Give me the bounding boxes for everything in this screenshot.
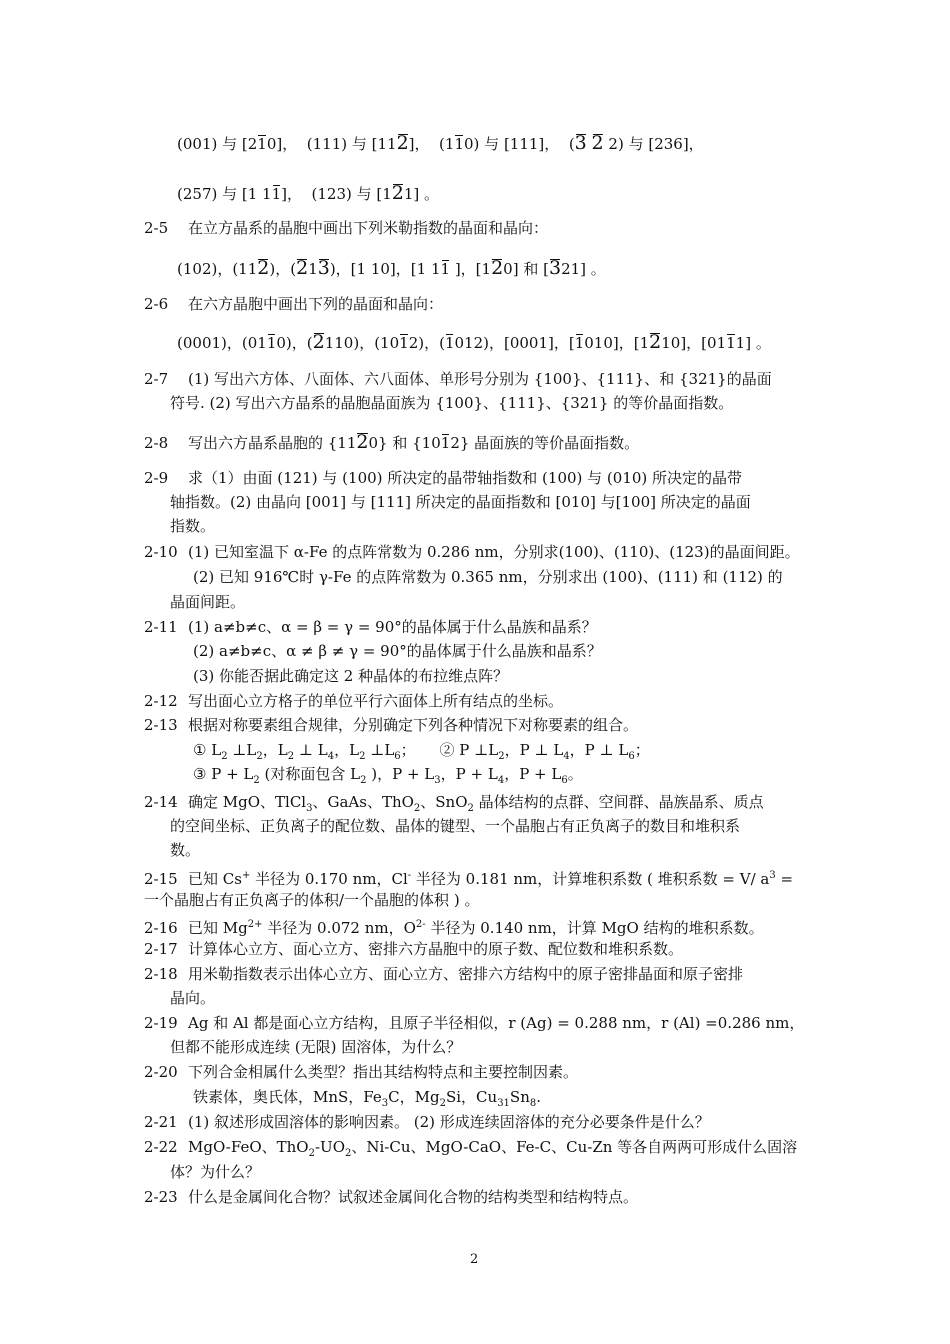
problem-2-19: 2-19 Ag 和 Al 都是面心立方结构，且原子半径相似，r (Ag) = 0.288 nm，r (Al) =0.286 nm， <box>144 1014 805 1032</box>
problem-2-11: 2-11 (1) a≠b≠c、α = β = γ = 90°的晶体属于什么晶族和晶系？ <box>144 618 597 636</box>
problem-2-13-line-3: ③ $P + L_2$ (对称面包含 $L_2$ )，$P + L_3$，$P + L_4$，$P + L_6$。 <box>193 765 583 786</box>
problem-2-7: 2-7 (1) 写出六方体、八面体、六八面体、单形号分别为 {100}、{111}、和 {321}的晶面 <box>144 370 772 388</box>
problem-2-10-line-3: 晶面间距。 <box>170 593 246 611</box>
problem-2-6-indices: (0001)，(0110)，(2110)，(1012)，(1012)，[0001]，[1010]，[1210]，[0111] 。 <box>177 331 771 353</box>
problem-2-14-line-3: 数。 <box>170 841 201 859</box>
problem-2-9-line-2: 轴指数。(2) 由晶向 [001] 与 [111] 所决定的晶面指数和 [010] 与[100] 所决定的晶面 <box>170 493 751 511</box>
problem-2-11-line-2: (2) a≠b≠c、α ≠ β ≠ γ = 90°的晶体属于什么晶族和晶系？ <box>193 642 602 660</box>
problem-2-6: 2-6 在六方晶胞中画出下列的晶面和晶向： <box>144 295 444 313</box>
problem-2-22-line-2: 体？为什么？ <box>170 1163 261 1181</box>
problem-2-20: 2-20 下列合金相属什么类型？指出其结构特点和主要控制因素。 <box>144 1063 579 1081</box>
problem-2-17: 2-17 计算体心立方、面心立方、密排六方晶胞中的原子数、配位数和堆积系数。 <box>144 940 684 958</box>
problem-2-20-line-2: 铁素体，奥氏体，MnS，$Fe_3C$，$Mg_2Si$，$Cu_{31}Sn_8$. <box>193 1088 542 1109</box>
problem-2-12: 2-12 写出面心立方格子的单位平行六面体上所有结点的坐标。 <box>144 692 564 710</box>
page-number: 2 <box>470 1252 479 1267</box>
pre-line-1: (001) 与 [210]， (111) 与 [112]， (110) 与 [111]， (3 2 2) 与 [236]， <box>177 132 704 154</box>
problem-2-14: 2-14 确定 MgO、TlCl$_3$、GaAs、ThO$_2$、SnO$_2$ 晶体结构的点群、空间群、晶族晶系、质点 <box>144 793 764 814</box>
problem-2-11-line-3: (3) 你能否据此确定这 2 种晶体的布拉维点阵？ <box>193 667 509 685</box>
problem-2-21: 2-21 (1) 叙述形成固溶体的影响因素。 (2) 形成连续固溶体的充分必要条件是什么？ <box>144 1113 710 1131</box>
problem-2-18-line-2: 晶向。 <box>170 989 216 1007</box>
problem-2-14-line-2: 的空间坐标、正负离子的配位数、晶体的键型、一个晶胞占有正负离子的数目和堆积系 <box>170 817 741 835</box>
problem-2-19-line-2: 但都不能形成连续 (无限) 固溶体，为什么？ <box>170 1038 462 1056</box>
problem-2-13-line-2: ① $L_2$ $\perp L_2$，$L_2$ ⊥ $L_4$，$L_2$ $\perp L_6$； ② P $\perp L_2$，P ⊥ $L_4$，P ⊥ $L_6$； <box>193 741 650 762</box>
problem-2-10: 2-10 (1) 已知室温下 α-Fe 的点阵常数为 0.286 nm，分别求(100)、(110)、(123)的晶面间距。 <box>144 543 800 561</box>
problem-2-18: 2-18 用米勒指数表示出体心立方、面心立方、密排六方结构中的原子密排晶面和原子密排 <box>144 965 744 983</box>
problem-2-8: 2-8 写出六方晶系晶胞的 {1120} 和 {1012} 晶面族的等价晶面指数。 <box>144 431 640 453</box>
pre-line-2: (257) 与 [1 11]， (123) 与 [121] 。 <box>177 182 440 204</box>
problem-2-23: 2-23 什么是金属间化合物？试叙述金属间化合物的结构类型和结构特点。 <box>144 1188 639 1206</box>
problem-2-13: 2-13 根据对称要素组合规律，分别确定下列各种情况下对称要素的组合。 <box>144 716 639 734</box>
problem-2-9-line-3: 指数。 <box>170 517 216 535</box>
problem-2-15-line-2: 一个晶胞占有正负离子的体积/一个晶胞的体积 ) 。 <box>144 891 480 909</box>
problem-2-10-line-2: (2) 已知 916℃时 γ-Fe 的点阵常数为 0.365 nm，分别求出 (100)、(111) 和 (112) 的 <box>193 568 783 586</box>
problem-2-16: 2-16 已知 $Mg^{2+}$ 半径为 0.072 nm，$O^{2-}$ 半径为 0.140 nm，计算 MgO 结构的堆积系数。 <box>144 919 764 937</box>
problem-2-7-line-2: 符号. (2) 写出六方晶系的晶胞晶面族为 {100}、{111}、{321} 的等价晶面指数。 <box>170 394 734 412</box>
problem-2-15: 2-15 已知 Cs+ 半径为 0.170 nm，Cl- 半径为 0.181 nm，计算堆积系数 ( 堆积系数 = V/ $a^3$ = <box>144 870 794 888</box>
problem-2-22: 2-22 MgO-FeO、$ThO_2-UO_2$、Ni-Cu、MgO-CaO、Fe-C、Cu-Zn 等各自两两可形成什么固溶 <box>144 1138 798 1159</box>
problem-2-5: 2-5 在立方晶系的晶胞中画出下列米勒指数的晶面和晶向： <box>144 219 549 237</box>
problem-2-9: 2-9 求（1）由面 (121) 与 (100) 所决定的晶带轴指数和 (100) 与 (010) 所决定的晶带 <box>144 469 743 487</box>
problem-2-5-indices: (102)，(112)，(213)，[1 10]，[1 11 ]，[120] 和 [321] 。 <box>177 257 606 279</box>
